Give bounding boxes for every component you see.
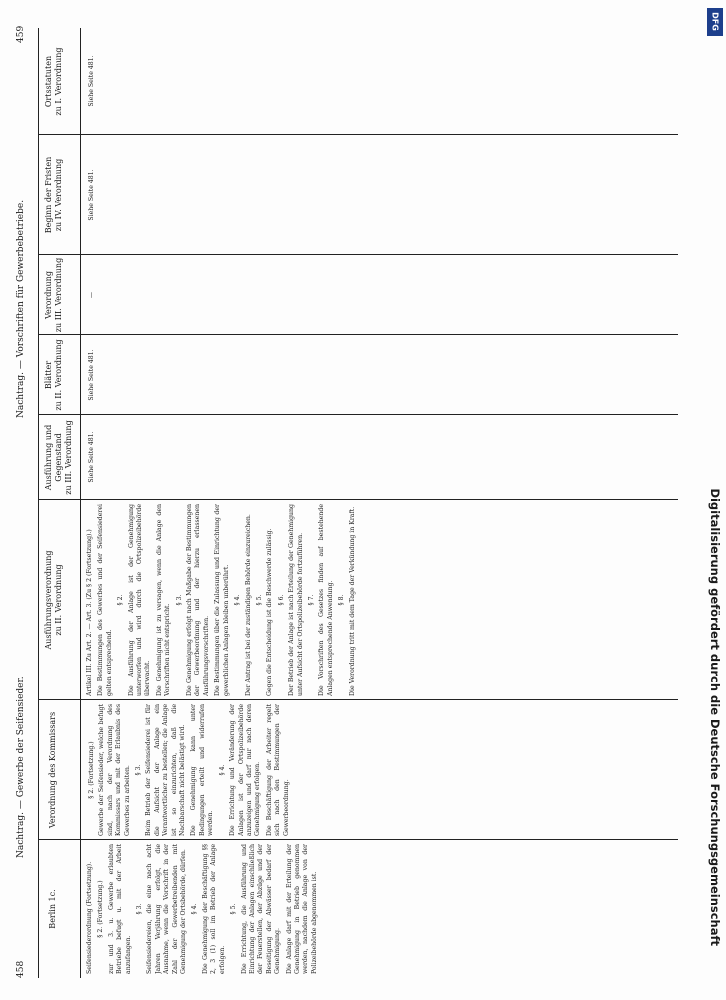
column-header-8: Ortsstatuten zu I. Verordnung [44,47,63,116]
body-column-3: Artikel III. Zu Art. 2. — Art. 3. (Zu § 2 (Fortsetzung).) Die Bestimmungen des Gewerbes und der Seifensiederei gelten entsprechend. § 2. Die Ausführung der Anlage ist der Genehmigung unterworfen und wird durch die Ortspolizeibehörde überwacht. Die Genehmigung ist zu versagen, wenn die Anlage den Vorschriften nicht entspricht. § 3. Die Genehmigung erfolgt nach Maßgabe der Bestimmungen der Gewerbeordnung und der hierzu erlassenen Ausführungsvorschriften. Die Bestimmungen über die Zulassung und Einrichtung der gewerblichen Anlagen bleiben unberührt. § 4. Der Antrag ist bei der zuständigen Behörde einzureichen. § 5. Gegen die Entscheidung ist die Beschwerde zulässig. § 6. Der Betrieb der Anlage ist nach Erteilung der Genehmigung unter Aufsicht der Ortspolizeibehörde fortzuführen. § 7. Die Vorschriften des Gesetzes finden auf bestehende Anlagen entsprechende Anwendung. § 8. Die Verordnung tritt mit dem Tage der Verkündung in Kraft. [86,504,356,696]
watermark-text: Digitalisierung gefördert durch die Deutsche Forschungsgemeinschaft [708,488,722,946]
column-header-5: Blätter zu II. Verordnung [44,339,63,411]
column-divider [38,134,678,135]
entry-column-6: — [88,291,95,299]
entry-column-7: Siehe Seite 481. [88,169,95,221]
header-rule [38,28,39,978]
column-header-2: Verordnung des Kommissars [48,711,57,829]
column-divider [38,254,678,255]
page-number-left: 458 [16,960,26,978]
entry-column-8: Siehe Seite 481. [88,55,95,107]
column-divider [38,699,678,700]
column-head-rule [80,28,81,978]
column-divider [38,414,678,415]
body-column-2: § 2. (Fortsetzung.) Gewerbe der Seifensieder, welche befugt sind, nach der Verordnung des Kommissars und mit der Erlaubnis des Gewerbes zu arbeiten. § 3. Beim Betrieb der Seifensiederei ist für die Aufsicht der Anlage ein Verantwortlicher zu bestellen; die Anlage ist so einzurichten, daß die Nachbarschaft nicht belästigt wird. Die Genehmigung kann unter Bedingungen erteilt und widerrufen werden. § 4. Die Errichtung und Veränderung der Anlagen ist der Ortspolizeibehörde anzuzeigen und darf nur nach deren Genehmigung erfolgen. Die Beschäftigung der Arbeiter regelt sich nach den Bestimmungen der Gewerbeordnung. [88,704,290,836]
column-divider [38,334,678,335]
column-divider [38,839,678,840]
column-header-6: Verordnung zu III. Verordnung [44,257,63,333]
page-number-right: 459 [16,25,26,43]
header-title-right: Nachtrag. — Vorschriften für Gewerbebetriebe. [16,199,26,418]
header-title-left: Nachtrag. — Gewerbe der Seifensieder. [16,676,26,858]
dfg-watermark [704,0,726,1000]
column-header-7: Beginn der Fristen zu IV. Verordnung [44,156,63,234]
entry-column-5: Siehe Seite 481. [88,349,95,401]
running-header [10,20,32,978]
column-header-1: Berlin 1c. [48,889,57,929]
dfg-logo-icon: DFG [707,8,723,36]
column-divider [38,499,678,500]
column-header-4: Ausführung und Gegenstand zu III. Verordnung [44,420,73,495]
column-header-3: Ausführungsverordnung zu II. Verordnung [44,550,63,650]
body-column-1: Seifensiederordnung (Fortsetzung). § 2. (Fortsetzung.) zur und 3. u. Gewerbe erlaubten Betriebe befugt u. mit der Arbeit anzufangen. § 3. Seifensiedereien, die eine nach acht Jahren Verjährung erfolgt, die Ausnahme, wenn die Vorschrift in der Zahl der Gewerbetreibenden mit Genehmigung der Ortsbehörde, dürfen. § 4. Die Genehmigung der Beschäftigung §§ 2, 3 (1) soll im Betrieb der Anlage erfolgen. § 5. Die Errichtung, die Ausführung und Einrichtung der Anlagen einschließlich der Feuerstellen, der Abzüge und der Beseitigung der Abwässer bedarf der Genehmigung. Die Anlage darf mit der Erteilung der Genehmigung in Betrieb genommen werden, nachdem die Anlage von der Polizeibehörde abgenommen ist. [86,844,318,974]
entry-column-4: Siehe Seite 481. [88,431,95,483]
